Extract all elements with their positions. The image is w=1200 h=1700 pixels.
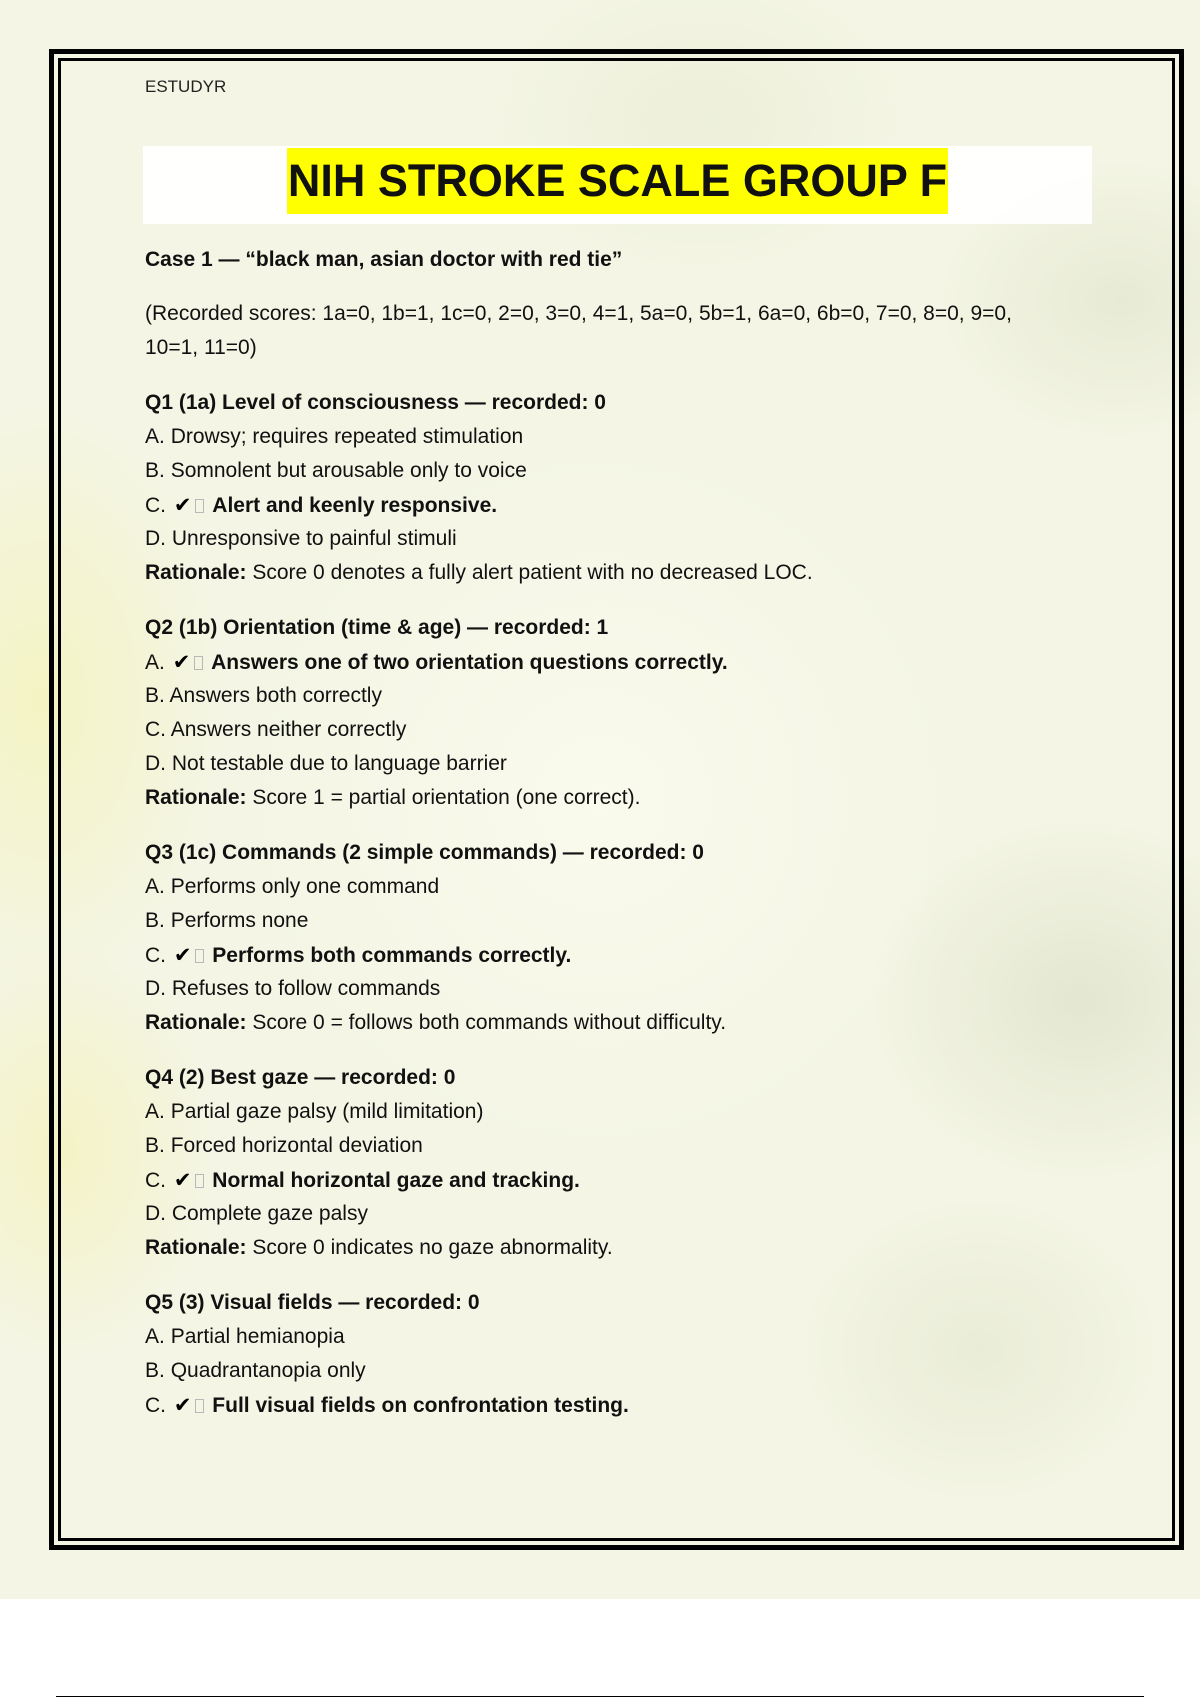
option-c-selected <box>145 1388 1085 1422</box>
option-d <box>145 1197 1085 1231</box>
option-a <box>145 870 1085 904</box>
option-text: Full visual fields on confrontation testing. <box>212 1394 629 1417</box>
checkmark-icon: ✔ <box>172 650 191 674</box>
option-a <box>145 1095 1085 1129</box>
option-text: Complete gaze palsy <box>171 1202 368 1225</box>
option-letter: C. <box>145 718 166 741</box>
missing-glyph-icon <box>194 656 203 670</box>
rationale <box>145 556 1085 590</box>
option-letter: C. <box>145 944 166 967</box>
option-text: Unresponsive to painful stimuli <box>171 527 457 550</box>
option-letter: B. <box>145 1359 165 1382</box>
rationale-text: Score 0 indicates no gaze abnormality. <box>252 1236 613 1259</box>
missing-glyph-icon <box>195 1399 204 1413</box>
option-text: Somnolent but arousable only to voice <box>170 459 527 482</box>
option-letter: B. <box>145 1134 165 1157</box>
option-text: Answers one of two orientation questions correctly. <box>211 651 728 674</box>
missing-glyph-icon <box>195 949 204 963</box>
option-c-selected <box>145 1163 1085 1197</box>
missing-glyph-icon <box>195 1174 204 1188</box>
rationale-label: Rationale: <box>145 786 247 809</box>
question-2 <box>145 611 1085 815</box>
page-title: NIH STROKE SCALE GROUP F <box>287 148 948 214</box>
rationale <box>145 1006 1085 1040</box>
recorded-scores-line: (Recorded scores: 1a=0, 1b=1, 1c=0, 2=0, 3=0, 4=1, 5a=0, 5b=1, 6a=0, 6b=0, 7=0, 8=0, 9=0, <box>145 302 1012 325</box>
recorded-scores <box>145 297 1085 365</box>
rationale <box>145 781 1085 815</box>
option-letter: A. <box>145 1100 165 1123</box>
question-3 <box>145 836 1085 1040</box>
option-letter: A. <box>145 651 165 674</box>
option-text: Answers both correctly <box>169 684 382 707</box>
option-text: Alert and keenly responsive. <box>212 494 498 517</box>
option-b <box>145 454 1085 488</box>
option-d <box>145 747 1085 781</box>
option-d <box>145 522 1085 556</box>
option-letter: A. <box>145 1325 165 1348</box>
question-4 <box>145 1061 1085 1265</box>
option-letter: B. <box>145 684 165 707</box>
option-letter: D. <box>145 1202 166 1225</box>
rationale-text: Score 1 = partial orientation (one correct). <box>252 786 641 809</box>
missing-glyph-icon <box>195 499 204 513</box>
option-text: Not testable due to language barrier <box>171 752 507 775</box>
option-b <box>145 1129 1085 1163</box>
option-letter: D. <box>145 752 166 775</box>
title-banner <box>143 146 1092 224</box>
rationale <box>145 1231 1085 1265</box>
option-text: Answers neither correctly <box>170 718 407 741</box>
option-a <box>145 420 1085 454</box>
option-letter: C. <box>145 1169 166 1192</box>
checkmark-icon: ✔ <box>173 943 192 967</box>
case-title: Case 1 — “black man, asian doctor with red tie” <box>145 248 623 271</box>
option-b <box>145 1354 1085 1388</box>
option-text: Performs none <box>170 909 309 932</box>
option-c-selected <box>145 488 1085 522</box>
question-5 <box>145 1286 1085 1422</box>
question-heading: Q4 (2) Best gaze — recorded: 0 <box>145 1066 456 1089</box>
option-b <box>145 679 1085 713</box>
option-text: Refuses to follow commands <box>171 977 441 1000</box>
option-letter: D. <box>145 977 166 1000</box>
recorded-scores-line: 10=1, 11=0) <box>145 336 257 359</box>
rationale-text: Score 0 = follows both commands without difficulty. <box>252 1011 727 1034</box>
option-text: Performs both commands correctly. <box>212 944 572 967</box>
option-letter: C. <box>145 494 166 517</box>
option-text: Drowsy; requires repeated stimulation <box>170 425 524 448</box>
option-a-selected <box>145 645 1085 679</box>
question-heading: Q1 (1a) Level of consciousness — recorded: 0 <box>145 391 606 414</box>
question-heading: Q2 (1b) Orientation (time & age) — recorded: 1 <box>145 616 609 639</box>
option-text: Partial hemianopia <box>170 1325 345 1348</box>
option-letter: A. <box>145 425 165 448</box>
question-heading: Q3 (1c) Commands (2 simple commands) — recorded: 0 <box>145 841 704 864</box>
option-text: Normal horizontal gaze and tracking. <box>212 1169 580 1192</box>
rationale-label: Rationale: <box>145 1011 247 1034</box>
rationale-label: Rationale: <box>145 1236 247 1259</box>
option-letter: A. <box>145 875 165 898</box>
checkmark-icon: ✔ <box>173 1168 192 1192</box>
rationale-label: Rationale: <box>145 561 247 584</box>
option-letter: D. <box>145 527 166 550</box>
option-text: Partial gaze palsy (mild limitation) <box>170 1100 484 1123</box>
option-text: Quadrantanopia only <box>170 1359 366 1382</box>
option-b <box>145 904 1085 938</box>
option-c <box>145 713 1085 747</box>
option-a <box>145 1320 1085 1354</box>
option-letter: B. <box>145 459 165 482</box>
question-heading: Q5 (3) Visual fields — recorded: 0 <box>145 1291 480 1314</box>
question-1 <box>145 386 1085 590</box>
checkmark-icon: ✔ <box>173 493 192 517</box>
option-letter: B. <box>145 909 165 932</box>
brand-header: ESTUDYR <box>145 77 227 96</box>
option-letter: C. <box>145 1394 166 1417</box>
option-text: Performs only one command <box>170 875 440 898</box>
checkmark-icon: ✔ <box>173 1393 192 1417</box>
rationale-text: Score 0 denotes a fully alert patient with no decreased LOC. <box>252 561 813 584</box>
option-c-selected <box>145 938 1085 972</box>
footer-rule <box>56 1696 1144 1697</box>
option-d <box>145 972 1085 1006</box>
document-body <box>145 243 1085 1422</box>
option-text: Forced horizontal deviation <box>170 1134 423 1157</box>
